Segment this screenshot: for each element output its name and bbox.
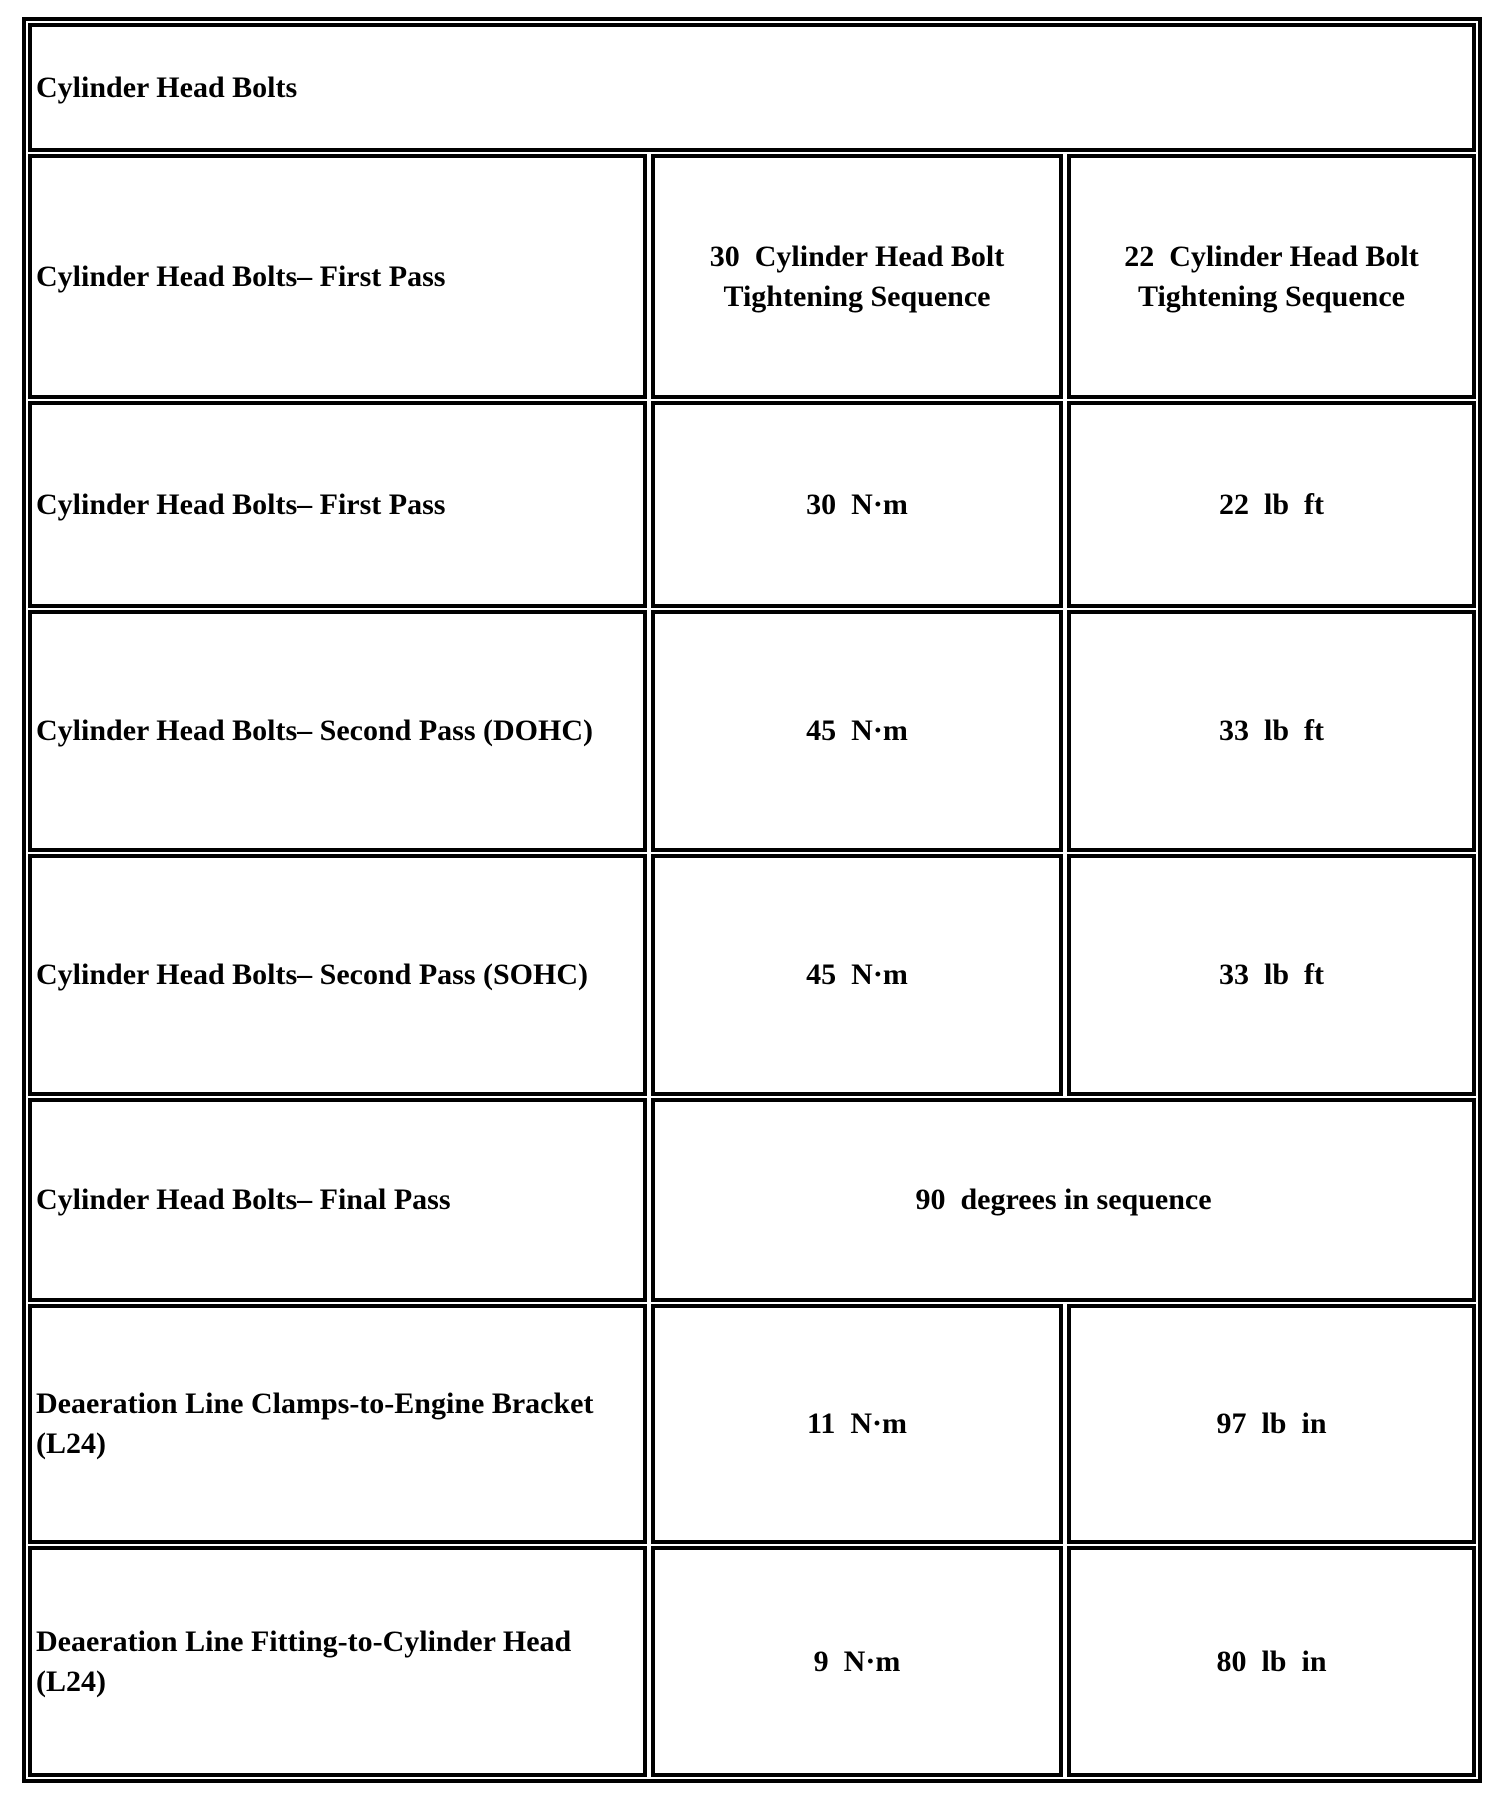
imperial-value-cell xyxy=(1067,1304,1476,1544)
combined-value: 90 degrees in sequence xyxy=(915,1183,1212,1216)
imperial-value-cell xyxy=(1067,854,1476,1096)
imperial-value: 80 lb in xyxy=(1216,1644,1327,1678)
row-label-cell xyxy=(28,1098,647,1302)
row-label: Cylinder Head Bolts– First Pass xyxy=(36,259,446,293)
metric-value-cell xyxy=(651,854,1063,1096)
row-label: Deaeration Line Clamps-to-Engine Bracket (L24) xyxy=(36,1387,601,1460)
row-label-cell xyxy=(28,610,647,852)
imperial-value-cell xyxy=(1067,401,1476,608)
metric-value: 45 N·m xyxy=(806,714,908,747)
row-label-cell xyxy=(28,154,647,399)
row-label-cell xyxy=(28,1304,647,1544)
metric-value: 45 N·m xyxy=(806,958,908,991)
row-label-cell xyxy=(28,1546,647,1777)
metric-value: 30 Cylinder Head Bolt Tightening Sequence xyxy=(709,239,1012,313)
imperial-value: 33 lb ft xyxy=(1219,714,1324,747)
row-label: Deaeration Line Fitting-to-Cylinder Head (L24) xyxy=(36,1624,579,1698)
metric-value: 11 N·m xyxy=(806,1407,907,1440)
row-label: Cylinder Head Bolts– Second Pass (SOHC) xyxy=(36,958,588,991)
imperial-value: 97 lb in xyxy=(1216,1407,1327,1440)
imperial-value: 33 lb ft xyxy=(1219,958,1324,991)
imperial-value: 22 Cylinder Head Bolt Tightening Sequence xyxy=(1124,239,1426,313)
metric-value: 9 N·m xyxy=(813,1644,901,1678)
metric-value-cell xyxy=(651,401,1063,608)
imperial-value: 22 lb ft xyxy=(1219,487,1324,521)
metric-value-cell xyxy=(651,610,1063,852)
row-label-cell xyxy=(28,401,647,608)
table-title: Cylinder Head Bolts xyxy=(36,70,298,104)
metric-value-cell xyxy=(651,1546,1063,1777)
metric-value-cell xyxy=(651,1304,1063,1544)
table-title-cell xyxy=(28,23,1476,152)
imperial-value-cell xyxy=(1067,1546,1476,1777)
row-label: Cylinder Head Bolts– Second Pass (DOHC) xyxy=(36,714,593,747)
row-label-cell xyxy=(28,854,647,1096)
metric-value: 30 N·m xyxy=(806,487,908,521)
row-label: Cylinder Head Bolts– First Pass xyxy=(36,487,446,521)
imperial-value-cell xyxy=(1067,610,1476,852)
combined-value-cell xyxy=(651,1098,1476,1302)
row-label: Cylinder Head Bolts– Final Pass xyxy=(36,1183,451,1216)
imperial-value-cell xyxy=(1067,154,1476,399)
metric-value-cell xyxy=(651,154,1063,399)
